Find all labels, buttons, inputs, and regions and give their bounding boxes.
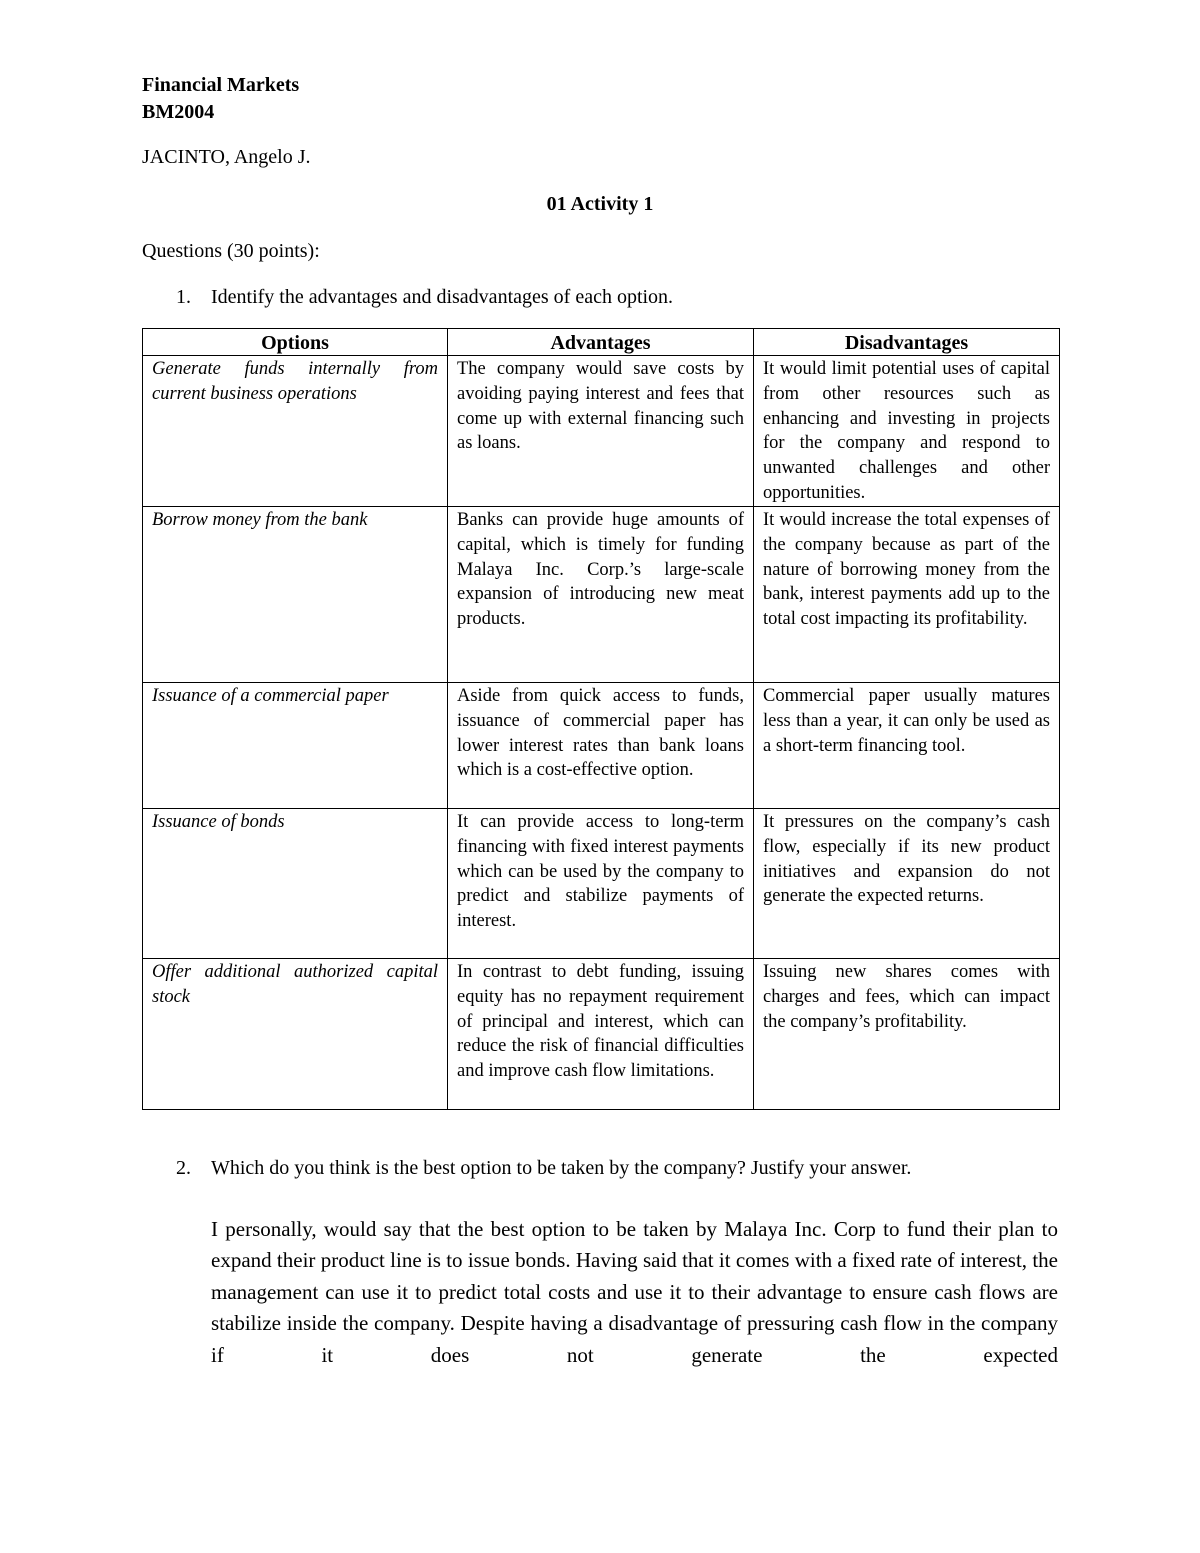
question-1-number: 1. <box>176 286 191 308</box>
advantages-cell: In contrast to debt funding, issuing equity has no repayment requirement of principal and interest, which can reduce the risk of financial difficulties and improve cash flow limitations. <box>448 959 754 1110</box>
advantages-cell: Aside from quick access to funds, issuance of commercial paper has lower interest rates than bank loans which is a cost-effective option. <box>448 683 754 809</box>
header-disadvantages: Disadvantages <box>754 329 1060 356</box>
question-1-text: Identify the advantages and disadvantages of each option. <box>211 286 674 308</box>
table-row <box>143 959 1060 1110</box>
table-row <box>143 683 1060 809</box>
question-2-text: Which do you think is the best option to be taken by the company? Justify your answer. <box>211 1157 912 1179</box>
question-2-answer: I personally, would say that the best option to be taken by Malaya Inc. Corp to fund their plan to expand their product line is to issue bonds. Having said that it comes with a fixed rate of interest, the management can use it to predict total costs and use it to their advantage to ensure cash flows are stabilize inside the company. Despite having a disadvantage of pressuring cash flow in the company if it does not generate the expected <box>211 1217 1058 1367</box>
advantages-cell: It can provide access to long-term financing with fixed interest payments which can be used by the company to predict and stabilize payments of interest. <box>448 809 754 959</box>
activity-title: 01 Activity 1 <box>546 193 654 215</box>
option-cell: Issuance of a commercial paper <box>143 683 448 809</box>
options-table <box>142 328 1060 1110</box>
advantages-cell: The company would save costs by avoiding paying interest and fees that come up with external financing such as loans. <box>448 356 754 507</box>
questions-header: Questions (30 points): <box>142 240 320 262</box>
course-title: Financial Markets <box>142 74 300 96</box>
student-name: JACINTO, Angelo J. <box>142 146 311 168</box>
table-row <box>143 507 1060 683</box>
header-options: Options <box>143 329 448 356</box>
disadvantages-cell: It would increase the total expenses of the company because as part of the nature of borrowing money from the bank, interest payments add up to the total cost impacting its profitability. <box>754 507 1060 683</box>
table-row <box>143 356 1060 507</box>
disadvantages-cell: Issuing new shares comes with charges and fees, which can impact the company’s profitability. <box>754 959 1060 1110</box>
advantages-cell: Banks can provide huge amounts of capital, which is timely for funding Malaya Inc. Corp.’s large-scale expansion of introducing new meat products. <box>448 507 754 683</box>
option-cell: Generate funds internally from current business operations <box>143 356 448 507</box>
table-header-row <box>143 329 1060 356</box>
course-code: BM2004 <box>142 101 215 123</box>
option-cell: Borrow money from the bank <box>143 507 448 683</box>
option-cell: Offer additional authorized capital stock <box>143 959 448 1110</box>
table-row <box>143 809 1060 959</box>
disadvantages-cell: It would limit potential uses of capital from other resources such as enhancing and investing in projects for the company and respond to unwanted challenges and other opportunities. <box>754 356 1060 507</box>
disadvantages-cell: It pressures on the company’s cash flow, especially if its new product initiatives and expansion do not generate the expected returns. <box>754 809 1060 959</box>
header-advantages: Advantages <box>448 329 754 356</box>
disadvantages-cell: Commercial paper usually matures less than a year, it can only be used as a short-term financing tool. <box>754 683 1060 809</box>
option-cell: Issuance of bonds <box>143 809 448 959</box>
question-2-number: 2. <box>176 1157 191 1179</box>
